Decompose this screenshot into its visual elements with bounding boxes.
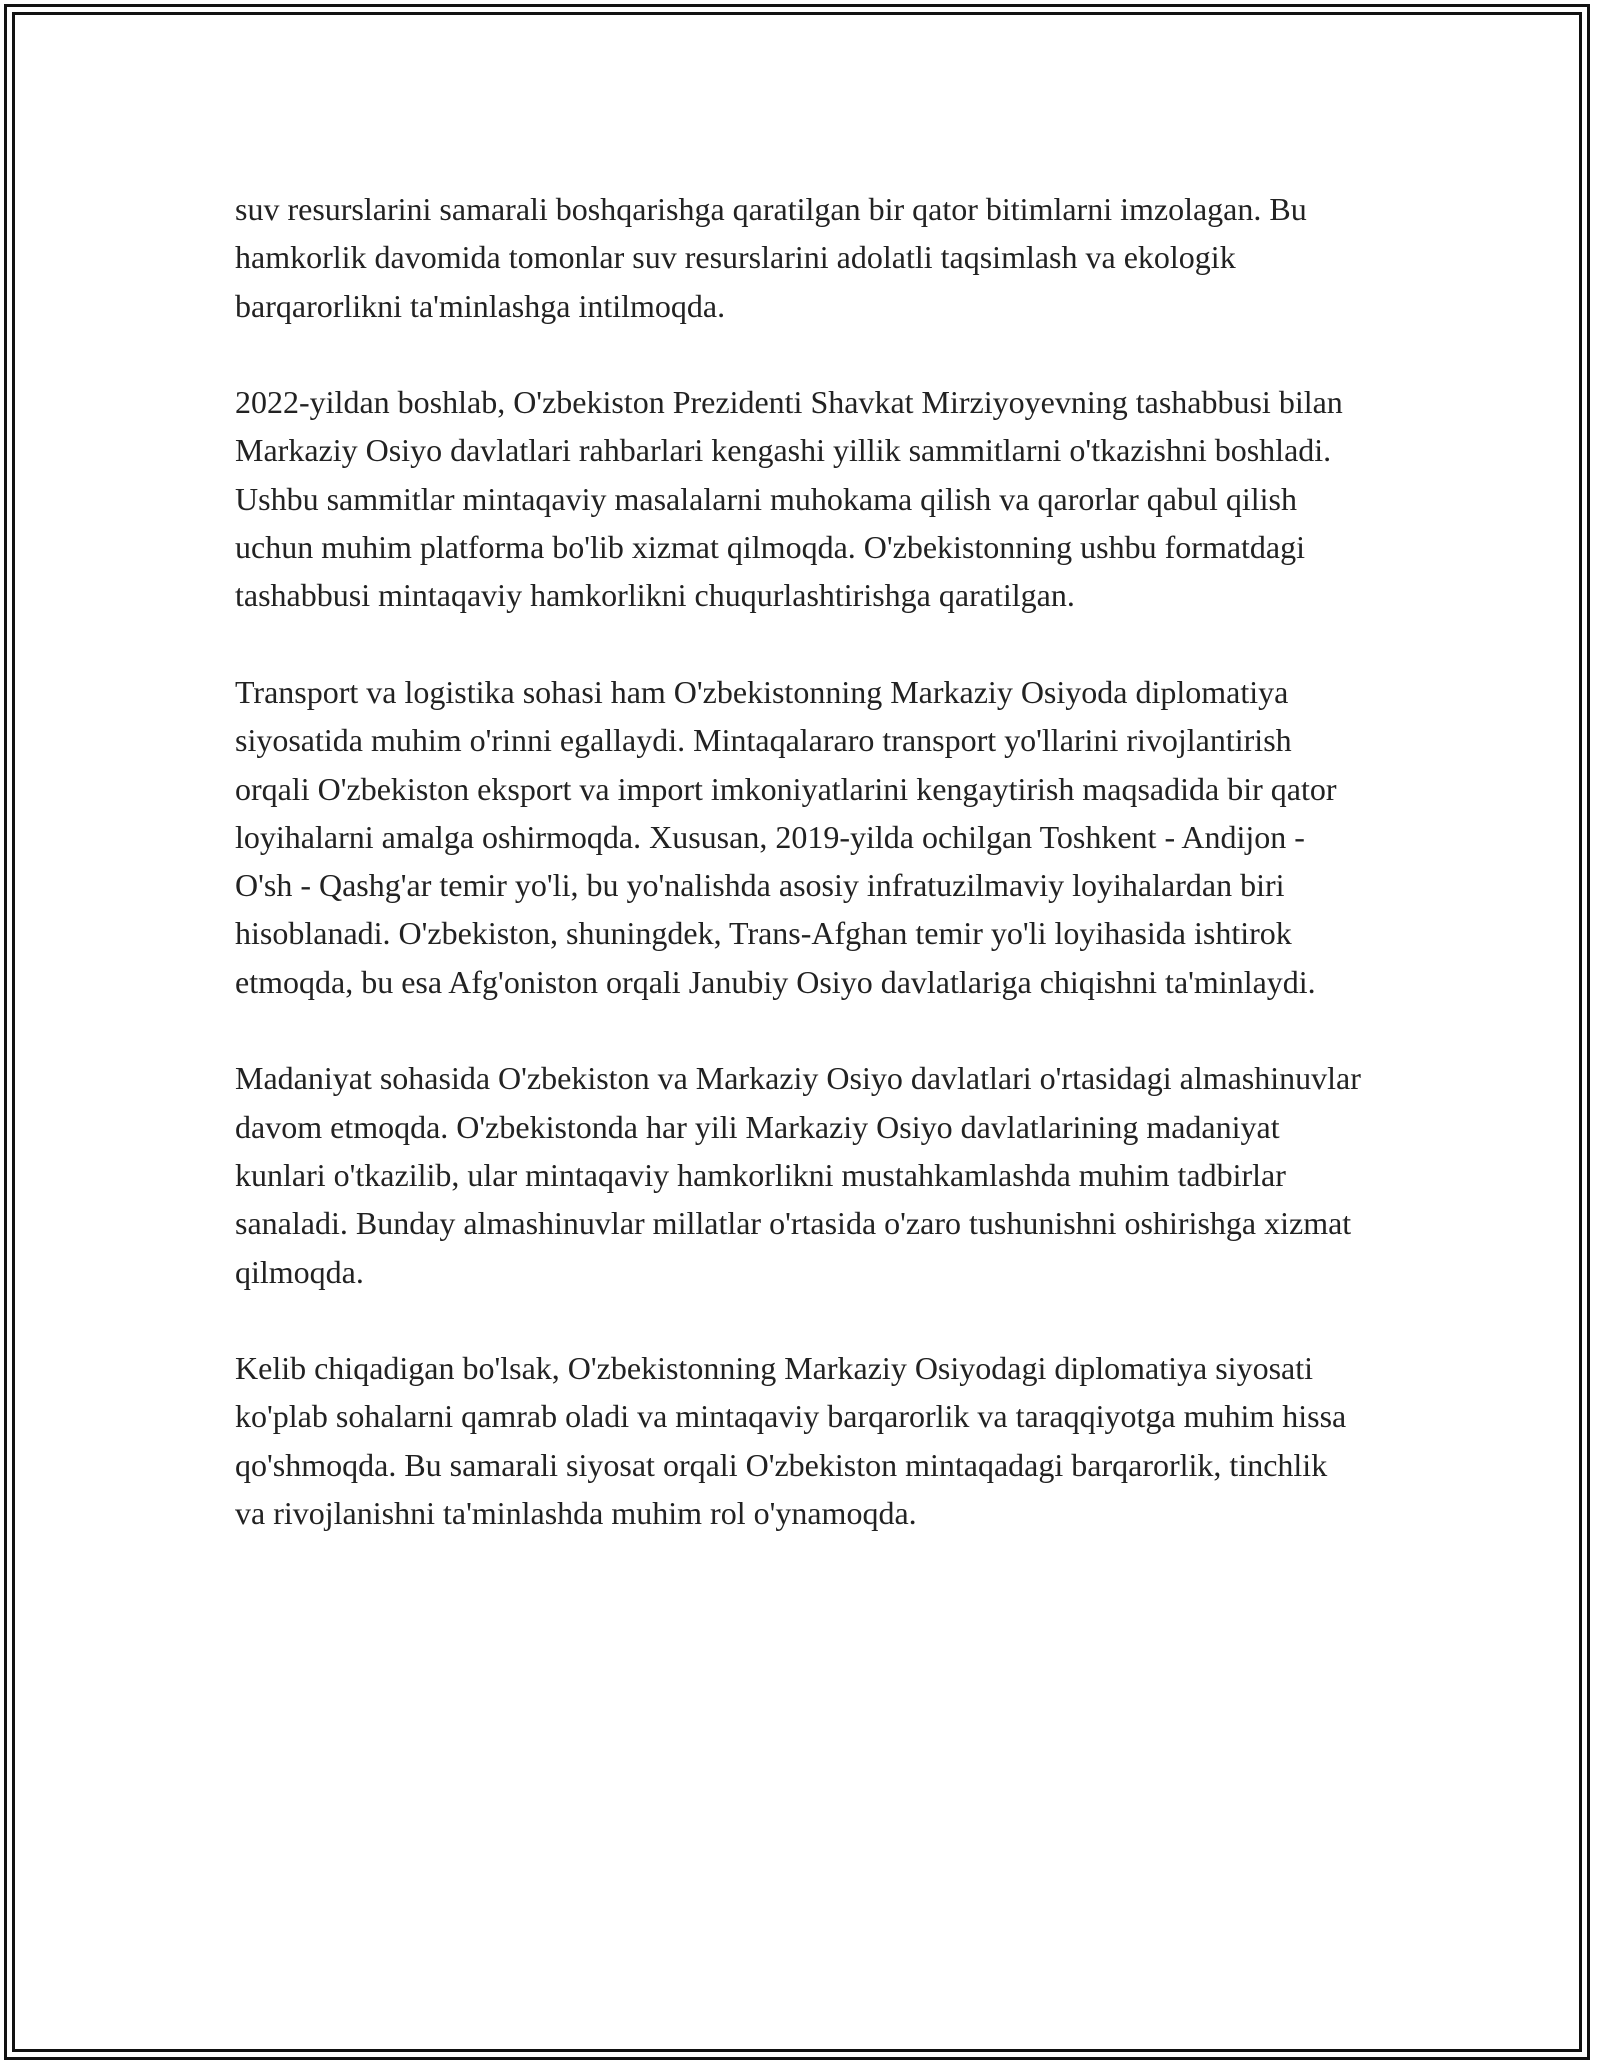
- paragraph-water-agreements: suv resurslarini samarali boshqarishga qaratilgan bir qator bitimlarni imzolagan. Bu hamkorlik davomida tomonlar suv resurslarini adolatli taqsimlash va ekologik barqarorlikni ta'minlashga intilmoqda.: [235, 191, 1307, 324]
- document-body: [235, 185, 1365, 1537]
- paragraph-conclusion: Kelib chiqadigan bo'lsak, O'zbekistonning Markaziy Osiyodagi diplomatiya siyosati ko'plab sohalarni qamrab oladi va mintaqaviy barqarorlik va taraqqiyotga muhim hissa qo'shmoqda. Bu samarali siyosat orqali O'zbekiston mintaqadagi barqarorlik, tinchlik va rivojlanishni ta'minlashda muhim rol o'ynamoqda.: [235, 1350, 1347, 1532]
- paragraph-transport-logistics: Transport va logistika sohasi ham O'zbekistonning Markaziy Osiyoda diplomatiya siyosatida muhim o'rinni egallaydi. Mintaqalararo transport yo'llarini rivojlantirish orqali O'zbekiston eksport va import imkoniyatlarini kengaytirish maqsadida bir qator loyihalarni amalga oshirmoqda. Xususan, 2019-yilda ochilgan Toshkent - Andijon - O'sh - Qashg'ar temir yo'li, bu yo'nalishda asosiy infratuzilmaviy loyihalardan biri hisoblanadi. O'zbekiston, shuningdek, Trans-Afghan temir yo'li loyihasida ishtirok etmoqda, bu esa Afg'oniston orqali Janubiy Osiyo davlatlariga chiqishni ta'minlaydi.: [235, 673, 1337, 1000]
- paragraph-summits: 2022-yildan boshlab, O'zbekiston Prezidenti Shavkat Mirziyoyevning tashabbusi bilan Markaziy Osiyo davlatlari rahbarlari kengashi yillik sammitlarni o'tkazishni boshladi. Ushbu sammitlar mintaqaviy masalalarni muhokama qilish va qarorlar qabul qilish uchun muhim platforma bo'lib xizmat qilmoqda. O'zbekistonning ushbu formatdagi tashabbusi mintaqaviy hamkorlikni chuqurlashtirishga qaratilgan.: [235, 384, 1343, 614]
- paragraph-culture: Madaniyat sohasida O'zbekiston va Markaziy Osiyo davlatlari o'rtasidagi almashinuvlar davom etmoqda. O'zbekistonda har yili Markaziy Osiyo davlatlarining madaniyat kunlari o'tkazilib, ular mintaqaviy hamkorlikni mustahkamlashda muhim tadbirlar sanaladi. Bunday almashinuvlar millatlar o'rtasida o'zaro tushunishni oshirishga xizmat qilmoqda.: [235, 1060, 1361, 1290]
